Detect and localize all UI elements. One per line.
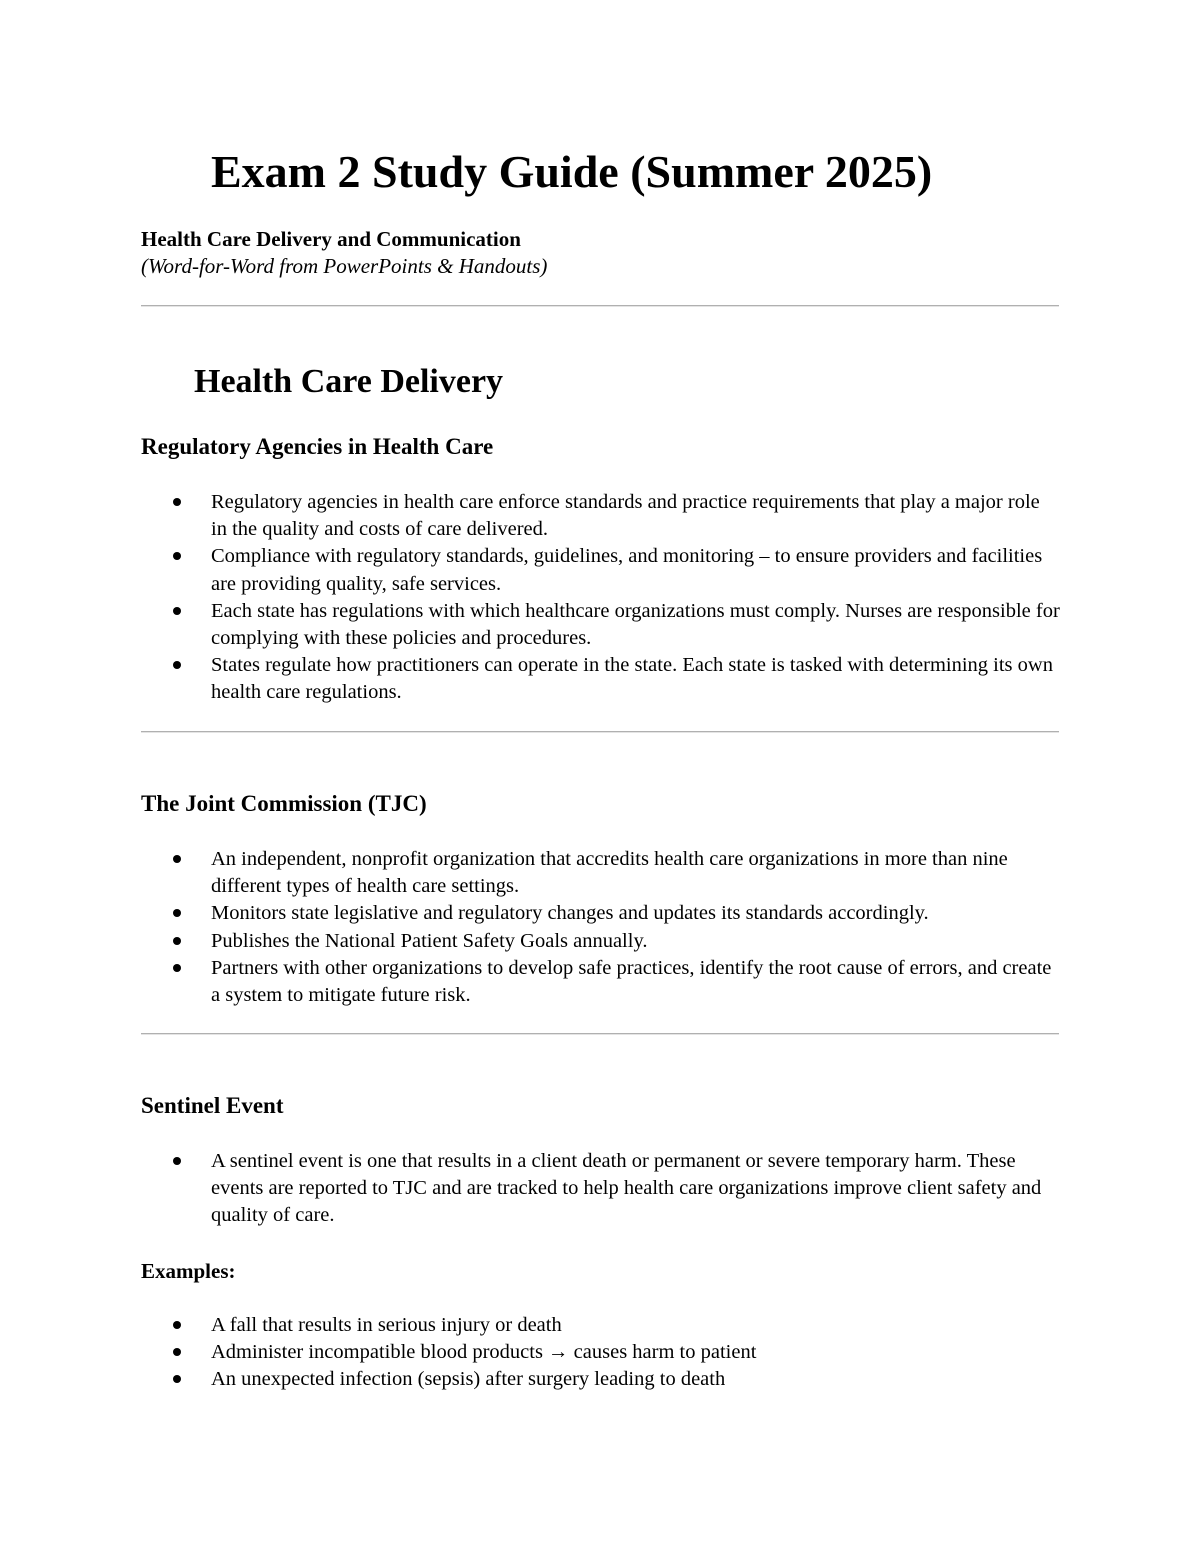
list-item: Monitors state legislative and regulatory changes and updates its standards accordingly. [0, 900, 1060, 927]
bullet-icon [173, 552, 181, 560]
bullet-icon [173, 909, 181, 917]
bullet-icon [173, 855, 181, 863]
list-item: A fall that results in serious injury or death [0, 1312, 1060, 1339]
document-title: Exam 2 Study Guide (Summer 2025) [211, 146, 933, 197]
list-item: States regulate how practitioners can operate in the state. Each state is tasked with determining its own health care regulations. [0, 652, 1060, 706]
list-item: Administer incompatible blood products → causes harm to patient [0, 1339, 1060, 1366]
section-heading: Health Care Delivery [194, 363, 504, 400]
bullet-icon [173, 607, 181, 615]
bullet-icon [173, 661, 181, 669]
sentinel-list [0, 1148, 1060, 1230]
list-item: Regulatory agencies in health care enforce standards and practice requirements that play a major role in the quality and costs of care delivered. [0, 489, 1060, 543]
bullet-icon [173, 964, 181, 972]
list-item: Each state has regulations with which healthcare organizations must comply. Nurses are responsible for complying with these policies and procedures. [0, 598, 1060, 652]
examples-label: Examples: [141, 1259, 236, 1283]
bullet-icon [173, 1348, 181, 1356]
sentinel-heading: Sentinel Event [141, 1093, 284, 1118]
tjc-list [0, 846, 1060, 1009]
list-item: Compliance with regulatory standards, guidelines, and monitoring – to ensure providers and facilities are providing quality, safe services. [0, 543, 1060, 597]
examples-list [0, 1312, 1060, 1394]
list-item: An independent, nonprofit organization that accredits health care organizations in more than nine different types of health care settings. [0, 846, 1060, 900]
bullet-icon [173, 1157, 181, 1165]
list-item: Partners with other organizations to develop safe practices, identify the root cause of errors, and create a system to mitigate future risk. [0, 955, 1060, 1009]
horizontal-divider [141, 731, 1059, 733]
list-item: An unexpected infection (sepsis) after surgery leading to death [0, 1366, 1060, 1393]
bullet-icon [173, 1375, 181, 1383]
tjc-heading: The Joint Commission (TJC) [141, 791, 427, 816]
bullet-icon [173, 498, 181, 506]
regulatory-list [0, 489, 1060, 707]
document-subtitle: Health Care Delivery and Communication [141, 227, 521, 251]
bullet-icon [173, 1321, 181, 1329]
bullet-icon [173, 937, 181, 945]
horizontal-divider [141, 305, 1059, 307]
document-source-note: (Word-for-Word from PowerPoints & Handouts) [141, 254, 548, 278]
horizontal-divider [141, 1033, 1059, 1035]
list-item: A sentinel event is one that results in a client death or permanent or severe temporary harm. These events are reported to TJC and are tracked to help health care organizations improve client safety and quality of care. [0, 1148, 1060, 1230]
regulatory-heading: Regulatory Agencies in Health Care [141, 434, 494, 459]
list-item: Publishes the National Patient Safety Goals annually. [0, 928, 1060, 955]
